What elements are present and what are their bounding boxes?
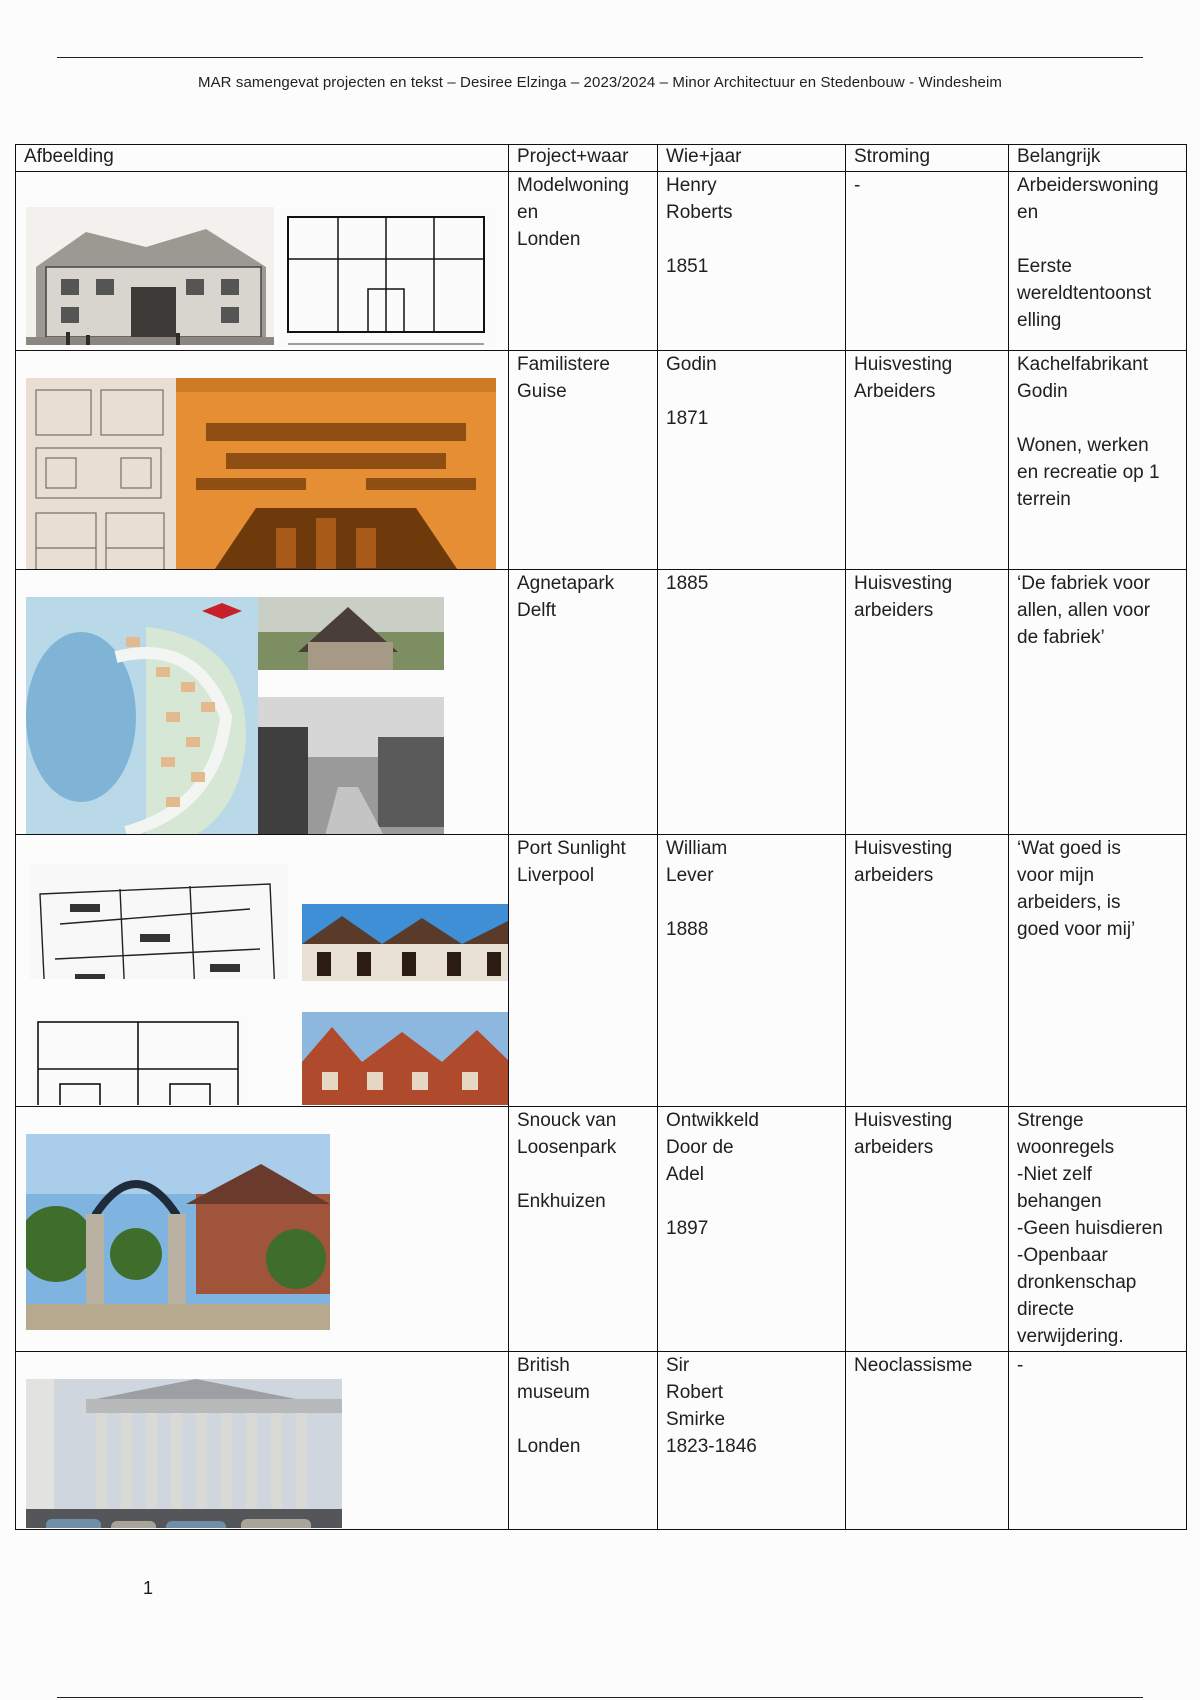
image-cell <box>16 1352 509 1530</box>
style-cell: - <box>846 172 1009 351</box>
table-row <box>16 1352 1187 1530</box>
image-cell <box>16 172 509 351</box>
floor-plan-image <box>278 182 496 347</box>
page-header: MAR samengevat projecten en tekst – Desiree Elzinga – 2023/2024 – Minor Architectuur en Stedenbouw - Windesheim <box>197 74 1003 91</box>
museum-photo <box>26 1352 342 1528</box>
column-header: Project+waar <box>509 145 658 172</box>
park-map-image <box>26 570 258 835</box>
important-cell: Arbeiderswoning en Eerste wereldtentoonst elling <box>1009 172 1187 351</box>
table-row <box>16 172 1187 351</box>
style-cell: Huisvesting Arbeiders <box>846 351 1009 570</box>
style-cell: Huisvesting arbeiders <box>846 1107 1009 1352</box>
image-cell <box>16 570 509 835</box>
who-year-cell: Sir Robert Smirke 1823-1846 <box>658 1352 846 1530</box>
brick-houses-photo <box>302 985 509 1105</box>
engraving-image <box>26 180 274 345</box>
summary-table <box>15 144 1187 1530</box>
page-number: 1 <box>143 1578 154 1598</box>
aerial-view-image <box>176 351 496 570</box>
tudor-houses-photo <box>302 877 509 981</box>
park-house-photo <box>258 570 444 670</box>
important-cell: - <box>1009 1352 1187 1530</box>
project-cell: Port Sunlight Liverpool <box>509 835 658 1107</box>
who-year-cell: Ontwikkeld Door de Adel 1897 <box>658 1107 846 1352</box>
who-year-cell: Godin 1871 <box>658 351 846 570</box>
important-cell: ‘Wat goed is voor mijn arbeiders, is goed voor mij’ <box>1009 835 1187 1107</box>
image-cell <box>16 835 509 1107</box>
table-row <box>16 1107 1187 1352</box>
footer-rule <box>57 1697 1143 1698</box>
project-cell: Familistere Guise <box>509 351 658 570</box>
important-cell: Strenge woonregels -Niet zelf behangen -Geen huisdieren -Openbaar dronkenschap directe verwijdering. <box>1009 1107 1187 1352</box>
project-cell: British museum Londen <box>509 1352 658 1530</box>
style-cell: Huisvesting arbeiders <box>846 570 1009 835</box>
table-row <box>16 570 1187 835</box>
column-header: Stroming <box>846 145 1009 172</box>
style-cell: Huisvesting arbeiders <box>846 835 1009 1107</box>
house-plan-image <box>30 987 248 1105</box>
who-year-cell: Henry Roberts 1851 <box>658 172 846 351</box>
image-cell <box>16 351 509 570</box>
project-cell: Agnetapark Delft <box>509 570 658 835</box>
project-cell: Modelwoning en Londen <box>509 172 658 351</box>
park-street-photo <box>258 670 444 835</box>
table-header-row <box>16 145 1187 172</box>
header-rule <box>57 57 1143 58</box>
village-plan-image <box>30 837 288 979</box>
table-row <box>16 835 1187 1107</box>
project-cell: Snouck van Loosenpark Enkhuizen <box>509 1107 658 1352</box>
image-cell <box>16 1107 509 1352</box>
table-row <box>16 351 1187 570</box>
plan-drawings-image <box>26 351 176 570</box>
column-header: Wie+jaar <box>658 145 846 172</box>
gate-photo <box>26 1107 330 1330</box>
who-year-cell: 1885 <box>658 570 846 835</box>
important-cell: ‘De fabriek voor allen, allen voor de fabriek’ <box>1009 570 1187 835</box>
style-cell: Neoclassisme <box>846 1352 1009 1530</box>
who-year-cell: William Lever 1888 <box>658 835 846 1107</box>
important-cell: Kachelfabrikant Godin Wonen, werken en recreatie op 1 terrein <box>1009 351 1187 570</box>
column-header: Belangrijk <box>1009 145 1187 172</box>
column-header: Afbeelding <box>16 145 509 172</box>
